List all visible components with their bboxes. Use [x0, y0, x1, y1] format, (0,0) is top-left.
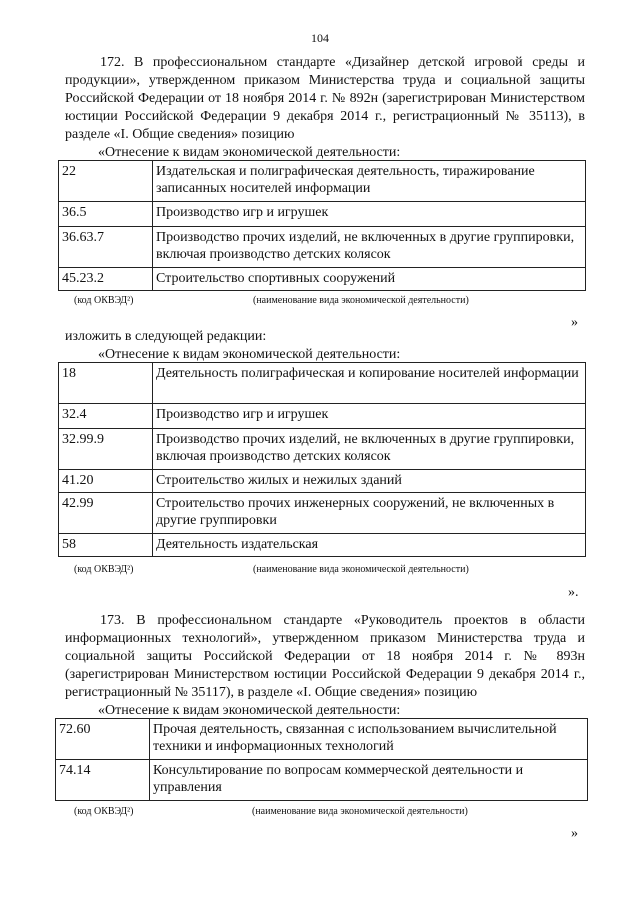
activity-name: Издательская и полиграфическая деятельность, тиражирование записанных носителей информации — [153, 161, 586, 202]
activity-name: Прочая деятельность, связанная с использованием вычислительной техники и информационных технологий — [150, 719, 588, 760]
okved-table-172-new — [58, 362, 586, 557]
lead-in-173: «Отнесение к видам экономической деятельности: — [98, 703, 401, 718]
caption-okved-code: (код ОКВЭД²) — [74, 806, 134, 817]
lead-in-172-new: «Отнесение к видам экономической деятельности: — [98, 347, 401, 362]
okved-code: 22 — [59, 161, 153, 202]
paragraph-172-text: 172. В профессиональном стандарте «Дизайнер детской игровой среды и продукции», утвержденном приказом Министерства труда и социальной защиты Российской Федерации от 18 ноября 2014 г. № 892н (зарегистрирован Министерством юстиции Российской Федерации 9 декабря 2014 г., регистрационный № 35113), в разделе «I. Общие сведения» позицию — [65, 55, 585, 142]
okved-code: 45.23.2 — [59, 268, 153, 291]
page-number: 104 — [311, 31, 329, 45]
okved-code: 58 — [59, 534, 153, 557]
okved-code: 74.14 — [56, 760, 150, 801]
caption-activity-name: (наименование вида экономической деятельности) — [253, 295, 469, 306]
table-row — [59, 227, 586, 268]
okved-code: 41.20 — [59, 470, 153, 493]
closing-quote: ». — [568, 585, 579, 600]
paragraph-172 — [65, 54, 585, 144]
activity-name: Строительство спортивных сооружений — [153, 268, 586, 291]
table-row — [56, 719, 588, 760]
activity-name: Деятельность полиграфическая и копирование носителей информации — [153, 363, 586, 404]
caption-activity-name: (наименование вида экономической деятельности) — [253, 564, 469, 575]
table-row — [59, 161, 586, 202]
table-row — [59, 202, 586, 227]
paragraph-173 — [65, 612, 585, 702]
table-row — [59, 404, 586, 429]
table-row — [56, 760, 588, 801]
okved-code: 72.60 — [56, 719, 150, 760]
activity-name: Строительство прочих инженерных сооружений, не включенных в другие группировки — [153, 493, 586, 534]
okved-code: 32.4 — [59, 404, 153, 429]
okved-code: 36.5 — [59, 202, 153, 227]
okved-code: 36.63.7 — [59, 227, 153, 268]
caption-okved-code: (код ОКВЭД²) — [74, 295, 134, 306]
okved-code: 32.99.9 — [59, 429, 153, 470]
lead-in-172-old: «Отнесение к видам экономической деятельности: — [98, 145, 401, 160]
table-row — [59, 534, 586, 557]
closing-quote: » — [571, 826, 578, 841]
table-row — [59, 493, 586, 534]
table-row — [59, 268, 586, 291]
activity-name: Производство игр и игрушек — [153, 202, 586, 227]
okved-code: 42.99 — [59, 493, 153, 534]
caption-okved-code: (код ОКВЭД²) — [74, 564, 134, 575]
paragraph-173-text: 173. В профессиональном стандарте «Руководитель проектов в области информационных технологий», утвержденном приказом Министерства труда и социальной защиты Российской Федерации от 18 ноября 2014 г. № 893н (зарегистрирован Министерством юстиции Российской Федерации 9 декабря 2014 г., регистрационный № 35117), в разделе «I. Общие сведения» позицию — [65, 613, 585, 700]
table-row — [59, 470, 586, 493]
activity-name: Производство прочих изделий, не включенных в другие группировки, включая производство детских колясок — [153, 429, 586, 470]
activity-name: Производство игр и игрушек — [153, 404, 586, 429]
okved-table-173 — [55, 718, 588, 801]
table-row — [59, 363, 586, 404]
activity-name: Строительство жилых и нежилых зданий — [153, 470, 586, 493]
table-row — [59, 429, 586, 470]
okved-table-172-old — [58, 160, 586, 291]
caption-activity-name: (наименование вида экономической деятельности) — [252, 806, 468, 817]
replace-instruction: изложить в следующей редакции: — [65, 329, 267, 344]
closing-quote: » — [571, 315, 578, 330]
activity-name: Деятельность издательская — [153, 534, 586, 557]
activity-name: Производство прочих изделий, не включенных в другие группировки, включая производство детских колясок — [153, 227, 586, 268]
activity-name: Консультирование по вопросам коммерческой деятельности и управления — [150, 760, 588, 801]
okved-code: 18 — [59, 363, 153, 404]
